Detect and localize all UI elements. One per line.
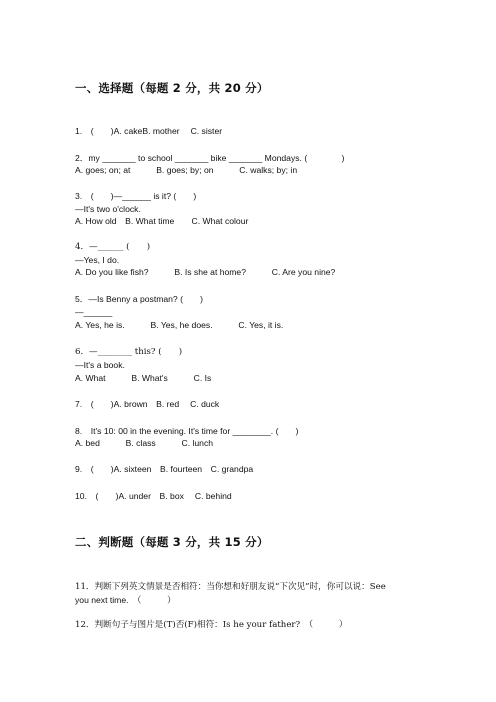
question-5-line-2: —______ bbox=[75, 307, 113, 317]
question-10-line-1: 10. ( )A. under B. box C. behind bbox=[75, 491, 232, 501]
section-2-title: 二、判断题（每题 3 分，共 15 分） bbox=[75, 535, 269, 549]
question-8-options: A. bed B. class C. lunch bbox=[75, 438, 214, 448]
question-2-options: A. goes; on; at B. goes; by; on C. walks; by; in bbox=[75, 165, 298, 175]
question-3-line-2: —It's two o'clock. bbox=[75, 204, 141, 214]
question-2-line-1: 2．my _______ to school _______ bike _______ Mondays. ( ) bbox=[75, 153, 345, 163]
question-11-line-1: 11．判断下列英文情景是否相符：当你想和好朋友说“下次见”时，你可以说：See bbox=[75, 582, 386, 592]
question-6-line-2: —It's a book. bbox=[75, 360, 125, 370]
question-5-line-1: 5．—Is Benny a postman? ( ) bbox=[75, 294, 204, 304]
question-4-line-1: 4．—______ ( ) bbox=[75, 242, 151, 252]
question-4-options: A. Do you like fish? B. Is she at home? C. Are you nine? bbox=[75, 267, 336, 277]
question-1-line-1: 1. ( )A. cakeB. mother C. sister bbox=[75, 126, 223, 136]
question-7-line-1: 7. ( )A. brown B. red C. duck bbox=[75, 399, 220, 409]
question-9-line-1: 9. ( )A. sixteen B. fourteen C. grandpa bbox=[75, 464, 254, 474]
question-8-line-1: 8. It's 10: 00 in the evening. It's time for ________. ( ) bbox=[75, 426, 299, 436]
question-3-line-1: 3. ( )—______ is it? ( ) bbox=[75, 191, 197, 201]
question-6-options: A. What B. What's C. Is bbox=[75, 373, 212, 383]
question-12-line-1: 12．判断句子与图片是(T)否(F)相符：Is he your father? （ ） bbox=[75, 620, 348, 630]
question-4-line-2: —Yes, I do. bbox=[75, 255, 120, 265]
question-5-options: A. Yes, he is. B. Yes, he does. C. Yes, it is. bbox=[75, 320, 284, 330]
question-3-options: A. How old B. What time C. What colour bbox=[75, 216, 249, 226]
section-1-title: 一、选择题（每题 2 分，共 20 分） bbox=[75, 81, 269, 95]
question-11-line-2: you next time. （ ） bbox=[75, 595, 176, 605]
question-6-line-1: 6．—________ this? ( ) bbox=[75, 347, 183, 357]
